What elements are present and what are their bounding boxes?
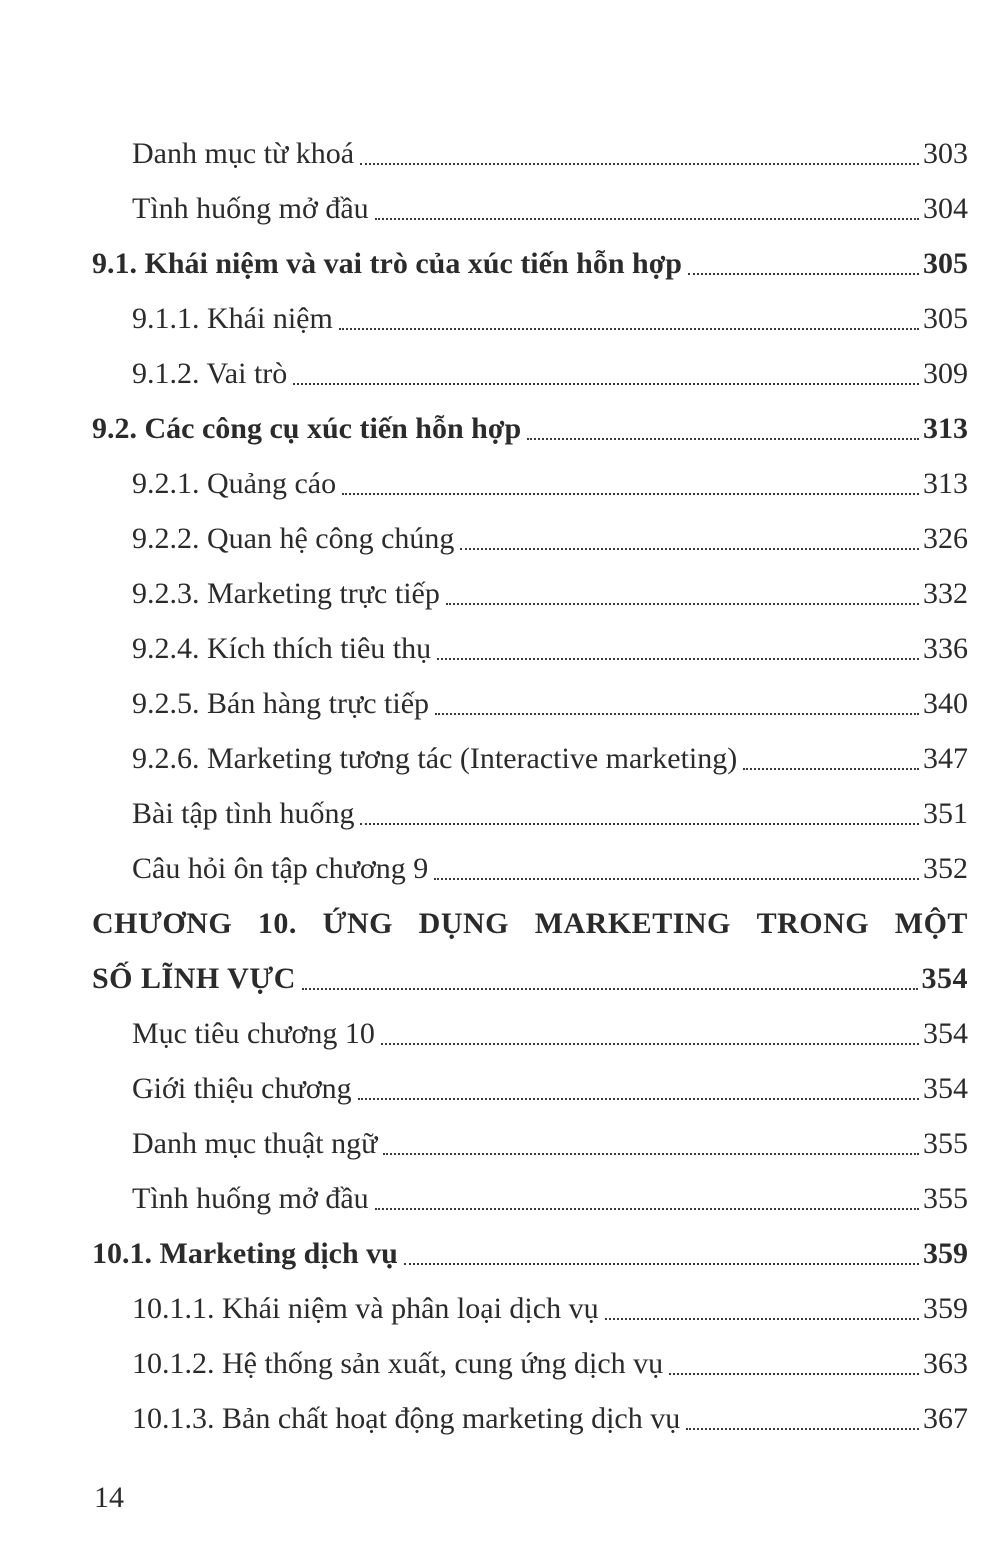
dot-leader — [527, 438, 919, 440]
dot-leader — [293, 383, 919, 385]
toc-entry-page: 332 — [923, 577, 968, 610]
toc-section-chapter-9 — [92, 136, 968, 887]
chapter-title-word: MARKETING — [534, 907, 731, 940]
toc-entry[interactable] — [92, 796, 968, 832]
toc-entry[interactable] — [92, 1401, 968, 1437]
toc-entry-page: 336 — [923, 632, 968, 665]
dot-leader — [688, 273, 919, 275]
toc-section-chapter-10 — [92, 1016, 968, 1437]
toc-entry[interactable] — [92, 1346, 968, 1382]
toc-entry-title: Giới thiệu chương — [132, 1072, 352, 1105]
chapter-title-word: TRONG — [756, 907, 870, 940]
dot-leader — [302, 988, 918, 990]
chapter-title-word: MỘT — [894, 907, 968, 940]
toc-entry[interactable] — [92, 136, 968, 172]
toc-entry-page: 355 — [923, 1182, 968, 1215]
toc-entry[interactable] — [92, 356, 968, 392]
toc-entry-page: 352 — [923, 852, 968, 885]
toc-entry-title: Bài tập tình huống — [132, 797, 355, 830]
chapter-title-word: 10. — [257, 907, 297, 940]
toc-entry-title: Danh mục từ khoá — [132, 137, 355, 170]
toc-entry-page: 303 — [923, 137, 968, 170]
toc-entry-page: 367 — [923, 1402, 968, 1435]
toc-entry-title: 10.1.2. Hệ thống sản xuất, cung ứng dịch vụ — [132, 1347, 664, 1380]
dot-leader — [605, 1318, 919, 1320]
toc-entry[interactable] — [92, 1181, 968, 1217]
toc-entry[interactable] — [92, 576, 968, 612]
toc-entry[interactable] — [92, 1126, 968, 1162]
toc-entry-page: 304 — [923, 192, 968, 225]
dot-leader — [358, 1098, 919, 1100]
toc-entry-title: Tình huống mở đầu — [132, 192, 369, 225]
toc-entry-title: 9.2.3. Marketing trực tiếp — [132, 577, 440, 610]
toc-entry[interactable] — [92, 741, 968, 777]
toc-entry-title: 9.1.1. Khái niệm — [132, 302, 333, 335]
toc-entry-title: 9.2.6. Marketing tương tác (Interactive marketing) — [132, 742, 738, 775]
chapter-title-word: DỤNG — [418, 907, 510, 940]
dot-leader — [339, 328, 919, 330]
dot-leader — [360, 163, 919, 165]
toc-entry[interactable] — [92, 1016, 968, 1052]
chapter-10-heading-line1[interactable] — [92, 906, 968, 942]
toc-entry-title: Tình huống mở đầu — [132, 1182, 369, 1215]
toc-entry[interactable] — [92, 1291, 968, 1327]
toc-entry-title: 9.2.5. Bán hàng trực tiếp — [132, 687, 430, 720]
toc-entry-page: 305 — [923, 247, 968, 280]
toc-entry-title: 9.2.4. Kích thích tiêu thụ — [132, 632, 432, 665]
toc-entry-page: 340 — [923, 687, 968, 720]
dot-leader — [342, 493, 919, 495]
dot-leader — [375, 218, 919, 220]
dot-leader — [460, 548, 919, 550]
dot-leader — [381, 1043, 919, 1045]
toc-entry-title: Câu hỏi ôn tập chương 9 — [132, 852, 429, 885]
dot-leader — [686, 1428, 919, 1430]
dot-leader — [383, 1153, 919, 1155]
toc-entry-title: 10.1.1. Khái niệm và phân loại dịch vụ — [132, 1292, 599, 1325]
dot-leader — [404, 1263, 919, 1265]
toc-entry-page: 355 — [923, 1127, 968, 1160]
chapter-title: SỐ LĨNH VỰC — [92, 962, 296, 995]
toc-entry[interactable] — [92, 1071, 968, 1107]
toc-entry-page: 351 — [923, 797, 968, 830]
toc-entry-title: 9.2.1. Quảng cáo — [132, 467, 337, 500]
toc-entry[interactable] — [92, 191, 968, 227]
chapter-10-heading-line2[interactable] — [92, 961, 968, 997]
toc-entry[interactable] — [92, 851, 968, 887]
toc-entry-page: 309 — [923, 357, 968, 390]
chapter-title-word: ỨNG — [322, 907, 393, 940]
toc-entry-page: 313 — [923, 412, 968, 445]
toc-entry-title: 9.1. Khái niệm và vai trò của xúc tiến hỗn hợp — [92, 247, 682, 280]
toc-entry[interactable] — [92, 246, 968, 282]
dot-leader — [743, 768, 919, 770]
toc-entry-page: 313 — [923, 467, 968, 500]
toc-entry-title: 9.2. Các công cụ xúc tiến hỗn hợp — [92, 412, 522, 445]
dot-leader — [360, 823, 919, 825]
toc-entry-page: 354 — [923, 1072, 968, 1105]
toc-entry[interactable] — [92, 1236, 968, 1272]
chapter-title-word: CHƯƠNG — [92, 907, 233, 940]
dot-leader — [669, 1373, 919, 1375]
table-of-contents — [92, 136, 968, 1456]
page-ref: 354 — [921, 962, 968, 995]
toc-entry-page: 326 — [923, 522, 968, 555]
dot-leader — [375, 1208, 919, 1210]
toc-entry-title: 9.1.2. Vai trò — [132, 357, 288, 390]
toc-entry-page: 354 — [923, 1017, 968, 1050]
page-number: 14 — [94, 1481, 124, 1514]
toc-entry[interactable] — [92, 521, 968, 557]
dot-leader — [446, 603, 919, 605]
toc-entry-title: 10.1. Marketing dịch vụ — [92, 1237, 398, 1270]
dot-leader — [437, 658, 919, 660]
toc-entry[interactable] — [92, 411, 968, 447]
dot-leader — [434, 878, 919, 880]
toc-entry[interactable] — [92, 686, 968, 722]
toc-entry-title: Danh mục thuật ngữ — [132, 1127, 378, 1160]
toc-entry-title: Mục tiêu chương 10 — [132, 1017, 375, 1050]
toc-entry-page: 359 — [923, 1292, 968, 1325]
dot-leader — [435, 713, 919, 715]
toc-entry-page: 363 — [923, 1347, 968, 1380]
toc-entry-page: 305 — [923, 302, 968, 335]
toc-entry[interactable] — [92, 301, 968, 337]
toc-entry-page: 347 — [923, 742, 968, 775]
toc-entry-title: 10.1.3. Bản chất hoạt động marketing dịch vụ — [132, 1402, 681, 1435]
toc-entry-page: 359 — [923, 1237, 968, 1270]
toc-entry[interactable] — [92, 466, 968, 502]
toc-entry-title: 9.2.2. Quan hệ công chúng — [132, 522, 455, 555]
toc-entry[interactable] — [92, 631, 968, 667]
